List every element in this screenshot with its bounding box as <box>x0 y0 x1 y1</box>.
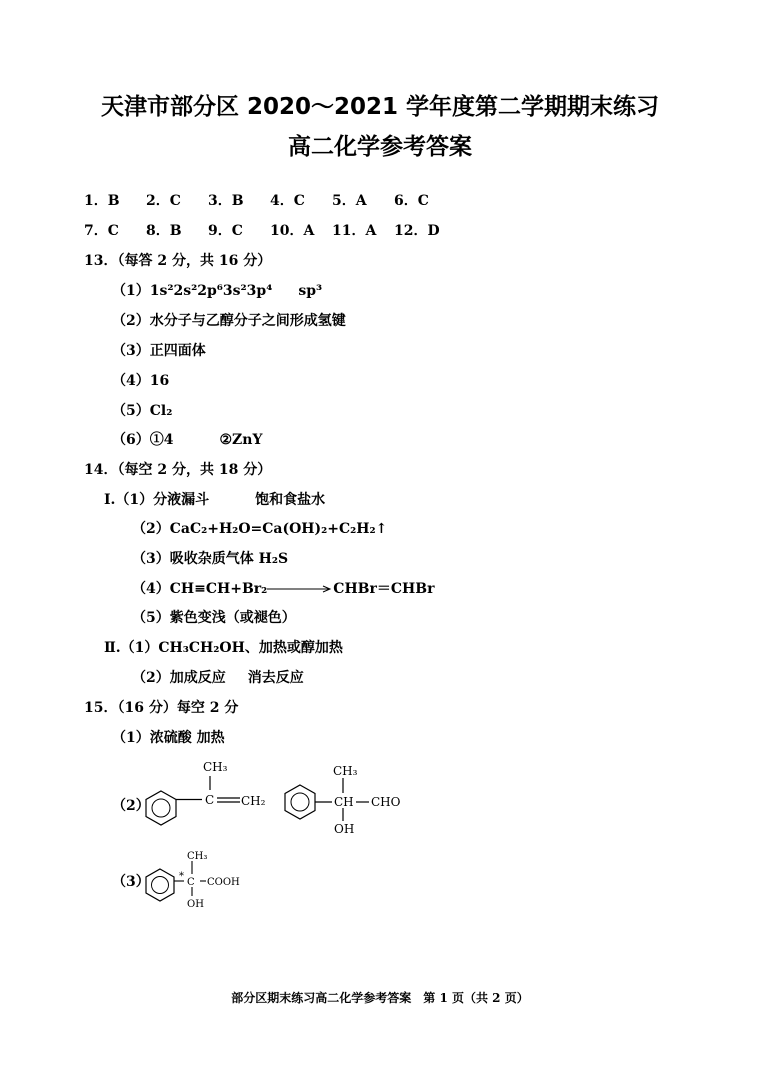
s2-oh-label: OH <box>334 822 355 836</box>
mc-answers-row-1 <box>84 192 456 210</box>
q13-a6-part1: ①4 <box>149 432 174 448</box>
page-title: 天津市部分区 2020～2021 学年度第二学期期末练习 <box>100 94 660 120</box>
q13-answer-6 <box>112 431 262 449</box>
q13-a1-hybrid: sp³ <box>298 283 323 299</box>
answer-11: 11．A <box>332 223 377 239</box>
q13-a1-label: （1） <box>112 283 150 299</box>
q14-part1-answer-4 <box>132 580 434 598</box>
q14-i1-b: 饱和食盐水 <box>255 492 326 508</box>
q13-a6-part2: ②ZnY <box>219 432 263 448</box>
structure-chiral-hydroxy-acid <box>140 846 260 916</box>
s3-c-label: C <box>187 877 195 888</box>
q14-ii2-a: （2）加成反应 <box>132 670 226 686</box>
q15-header: 15．（16 分）每空 2 分 <box>84 700 239 716</box>
q13-answer-1 <box>112 282 322 300</box>
q14-i1-a: Ⅰ.（1）分液漏斗 <box>104 492 210 508</box>
answer-2: 2．C <box>146 193 181 209</box>
structure-methylstyrene <box>140 758 270 833</box>
q14-part2-answer-1: Ⅱ.（1）CH₃CH₂OH、加热或醇加热 <box>104 640 343 656</box>
q13-answer-4: （4）16 <box>112 373 170 389</box>
s3-oh-label: OH <box>187 899 204 910</box>
q13-a6-label: （6） <box>112 432 150 448</box>
reaction-arrow <box>267 584 333 594</box>
s3-cooh-label: COOH <box>207 877 240 888</box>
page-subtitle: 高二化学参考答案 <box>288 134 472 160</box>
answer-1: 1．B <box>84 193 120 209</box>
q14-i4-left: （4）CH≡CH+Br₂ <box>132 581 268 597</box>
s2-ch3-label: CH₃ <box>333 764 358 778</box>
s1-ch3-label: CH₃ <box>203 760 228 774</box>
q15-answer-3-label: （3） <box>112 874 150 890</box>
answer-10: 10．A <box>270 223 315 239</box>
q15-answer-1: （1）浓硫酸 加热 <box>112 730 225 746</box>
q14-part1-answer-2: （2）CaC₂+H₂O=Ca(OH)₂+C₂H₂↑ <box>132 521 388 537</box>
q14-i4-right: CHBr＝CHBr <box>333 581 435 597</box>
answer-5: 5．A <box>332 193 367 209</box>
structure-hydroxy-aldehyde <box>278 764 418 836</box>
answer-6: 6．C <box>394 193 429 209</box>
q14-part1-answer-5: （5）紫色变浅（或褪色） <box>132 610 296 626</box>
answer-8: 8．B <box>146 223 182 239</box>
q13-answer-3: （3）正四面体 <box>112 343 206 359</box>
answer-7: 7．C <box>84 223 119 239</box>
s3-ch3-label: CH₃ <box>187 851 208 862</box>
q14-header: 14．（每空 2 分，共 18 分） <box>84 462 272 478</box>
mc-answers-row-2 <box>84 222 456 240</box>
s1-ch2-label: CH₂ <box>241 794 266 808</box>
q13-answer-2: （2）水分子与乙醇分子之间形成氢键 <box>112 313 346 329</box>
page-footer: 部分区期末练习高二化学参考答案 第 1 页（共 2 页） <box>231 991 529 1005</box>
q14-ii2-b: 消去反应 <box>247 670 304 686</box>
q14-part2-answer-2 <box>132 669 304 687</box>
q13-answer-5: （5）Cl₂ <box>112 403 173 419</box>
answer-4: 4．C <box>270 193 305 209</box>
answer-9: 9．C <box>208 223 243 239</box>
q14-part1-answer-1 <box>104 491 325 509</box>
answer-12: 12．D <box>394 223 440 239</box>
s2-cho-label: CHO <box>371 795 401 809</box>
q14-part1-answer-3: （3）吸收杂质气体 H₂S <box>132 551 289 567</box>
q15-answer-2-label: （2） <box>112 798 150 814</box>
q13-a1-config: 1s²2s²2p⁶3s²3p⁴ <box>149 283 273 299</box>
answer-3: 3．B <box>208 193 244 209</box>
s2-ch-label: CH <box>334 795 354 809</box>
s3-chiral-star: * <box>179 871 184 882</box>
s1-c-label: C <box>205 793 215 807</box>
q13-header: 13．（每答 2 分，共 16 分） <box>84 253 272 269</box>
